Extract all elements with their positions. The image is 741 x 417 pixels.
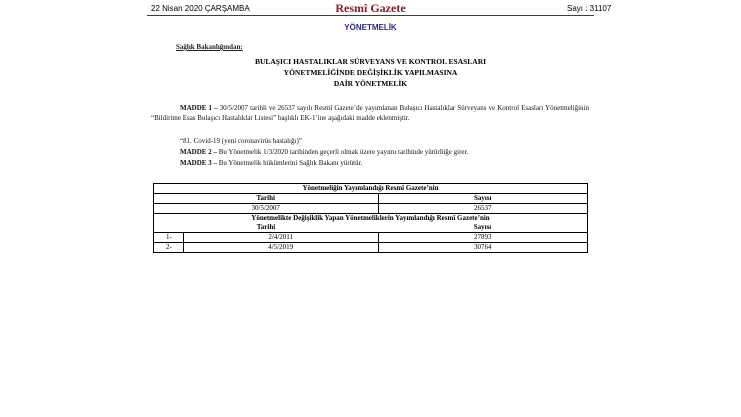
article-1 — [151, 103, 589, 123]
col-number-header: Sayısı — [378, 194, 588, 204]
main-header: Yönetmeliğin Yayımlandığı Resmî Gazete’nin — [154, 184, 588, 194]
header-date: 22 Nisan 2020 ÇARŞAMBA — [151, 4, 250, 13]
article-2-text: Bu Yönetmelik 1/3/2020 tarihinden geçerli olmak üzere yayımı tarihinde yürürlüğe girer. — [216, 148, 469, 156]
article-3 — [180, 158, 362, 168]
ministry-name: Sağlık Bakanlığından: — [176, 43, 243, 51]
table-header-row — [154, 184, 588, 194]
article-1-quote: “81. Covid-19 (yeni coronavirüs hastalığı)” — [180, 137, 302, 145]
amend-column-row — [154, 223, 588, 233]
amend-header-row — [154, 214, 588, 224]
amend-row-number: 2- — [154, 243, 184, 253]
newspaper-title: Resmî Gazete — [335, 1, 406, 15]
amend-col-date-header: Tarihi — [154, 223, 379, 233]
header-issue-number: Sayı : 31107 — [567, 4, 612, 13]
amend-row-number: 1- — [154, 233, 184, 243]
amend-number-cell: 30764 — [378, 243, 588, 253]
gazette-publication-table — [153, 183, 588, 253]
article-2 — [180, 147, 468, 157]
main-date-cell: 30/5/2007 — [154, 204, 379, 214]
amend-col-number-header: Sayısı — [378, 223, 588, 233]
amend-header — [154, 214, 588, 224]
table-column-row — [154, 194, 588, 204]
article-3-text: Bu Yönetmelik hükümlerini Sağlık Bakanı yürütür. — [216, 159, 363, 167]
amend-date-cell: 4/5/2019 — [183, 243, 378, 253]
amend-header-title: Yönetmelikte Değişiklik Yapan Yönetmeliklerin Yayımlandığı Resmî Gazete’nin — [251, 214, 490, 222]
regulation-title-line-3: DAİR YÖNETMELİK — [333, 79, 408, 88]
article-1-text: 30/5/2007 tarihli ve 26537 sayılı Resmî Gazete’de yayımlanan Bulaşıcı Hastalıklar Sürveyans ve Kontrol Esasları Yönetmeliğinin “Bildirime Esas Bulaşıcı Hastalıklar Listesi” başlıklı EK-1’ine aşağıdaki madde eklenmiştir. — [151, 104, 589, 122]
table-row — [154, 243, 588, 253]
section-title: YÖNETMELİK — [344, 23, 397, 32]
amend-date-cell: 2/4/2011 — [183, 233, 378, 243]
col-date-header: Tarihi — [154, 194, 379, 204]
article-3-label: MADDE 3 – — [180, 159, 217, 167]
amend-number-cell: 27893 — [378, 233, 588, 243]
table-row — [154, 233, 588, 243]
header-divider — [147, 15, 594, 16]
article-2-label: MADDE 2 – — [180, 148, 217, 156]
regulation-title-line-2: YÖNETMELİĞİNDE DEĞİŞİKLİK YAPILMASINA — [283, 68, 458, 77]
regulation-title-line-1: BULAŞICI HASTALIKLAR SÜRVEYANS VE KONTROL ESASLARI — [254, 57, 487, 66]
main-number-cell: 26537 — [378, 204, 588, 214]
article-1-label: MADDE 1 – — [180, 104, 218, 112]
table-row — [154, 204, 588, 214]
